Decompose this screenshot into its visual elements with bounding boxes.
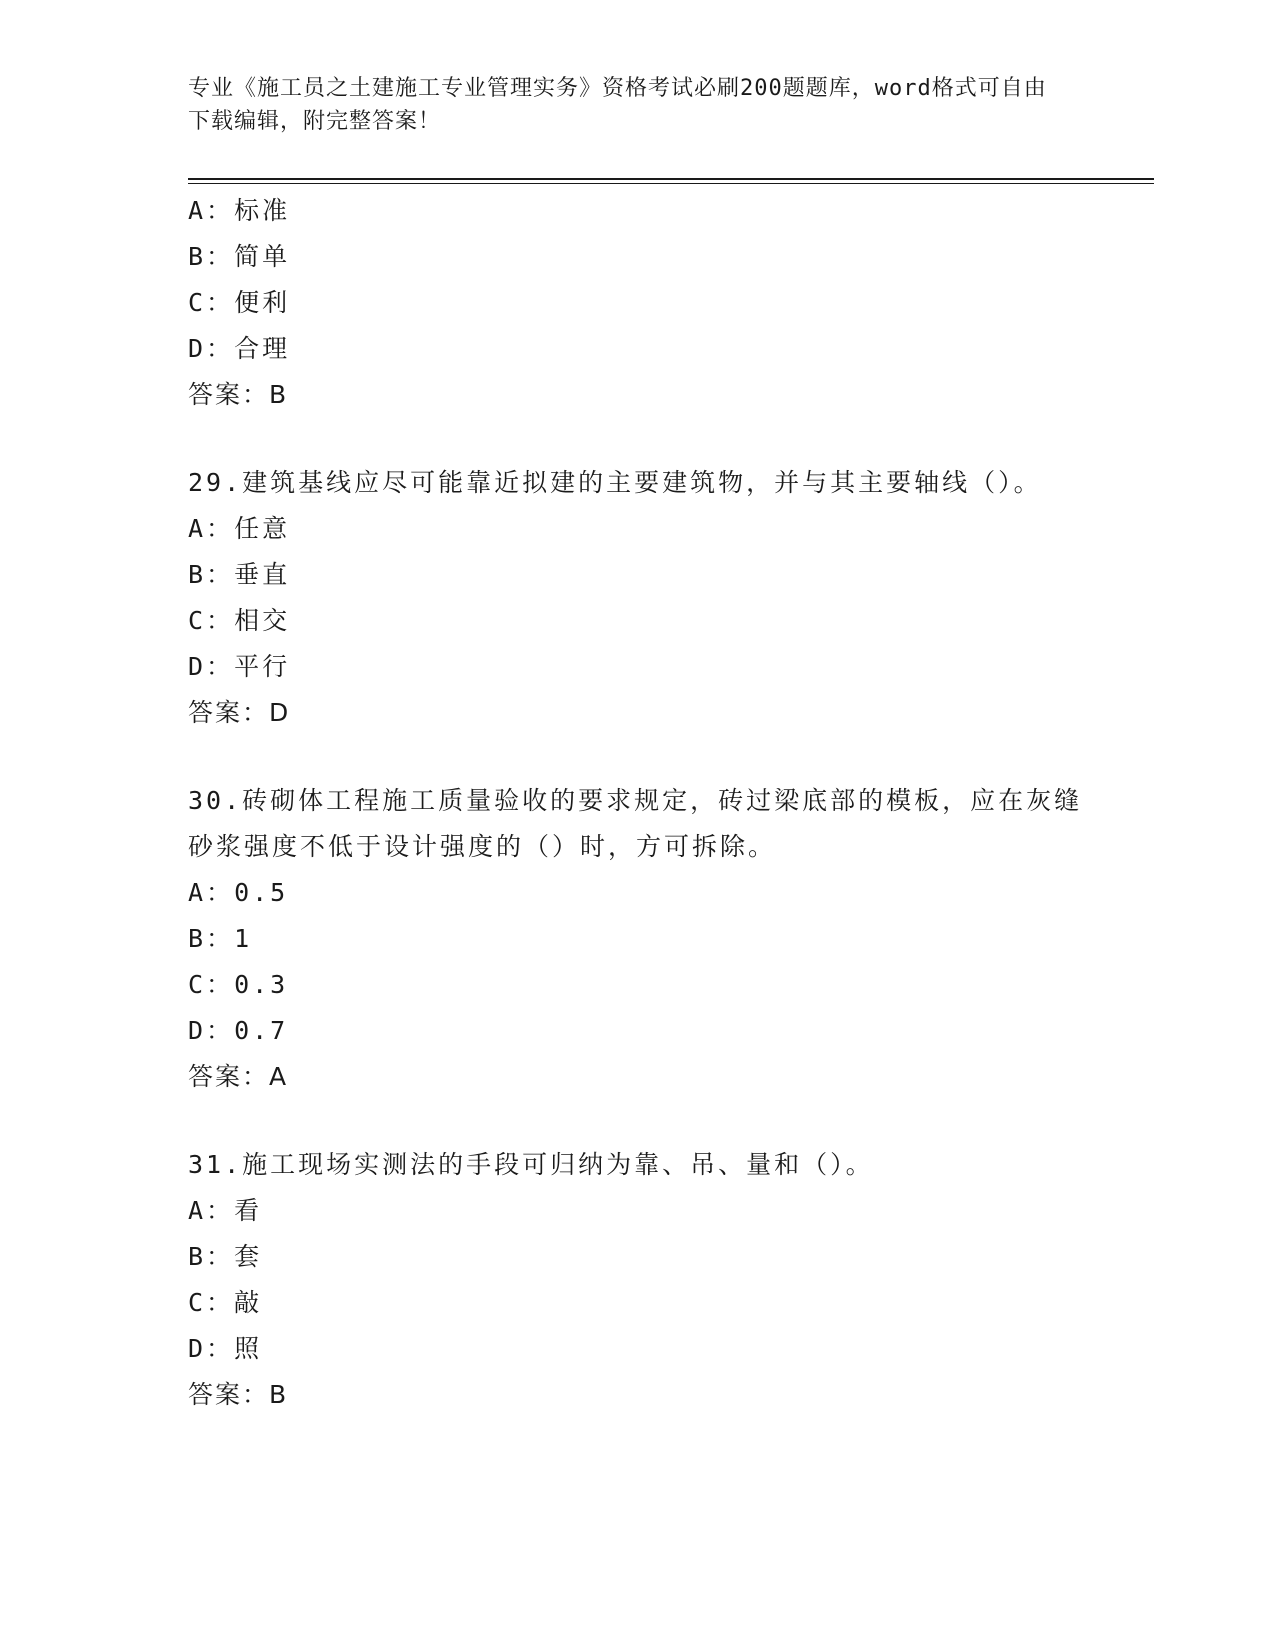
option-b: B：套 xyxy=(188,1242,263,1271)
option-a: A：任意 xyxy=(188,514,291,543)
question-stem: 29.建筑基线应尽可能靠近拟建的主要建筑物，并与其主要轴线（）。 xyxy=(188,468,1042,497)
answer-line: 答案：D xyxy=(188,698,291,727)
option-c: C：0.3 xyxy=(188,970,289,999)
question-29 xyxy=(188,460,1088,736)
question-30 xyxy=(188,778,1088,1100)
option-a: A：看 xyxy=(188,1196,263,1225)
question-list xyxy=(188,188,1088,1418)
option-a: A：0.5 xyxy=(188,878,289,907)
answer-line: 答案：B xyxy=(188,1380,289,1409)
option-b: B：简单 xyxy=(188,242,291,271)
answer-line: 答案：B xyxy=(188,380,289,409)
question-31 xyxy=(188,1142,1088,1418)
option-d: D：照 xyxy=(188,1334,263,1363)
option-d: D：平行 xyxy=(188,652,291,681)
option-c: C：敲 xyxy=(188,1288,263,1317)
option-d: D：0.7 xyxy=(188,1016,289,1045)
option-d: D：合理 xyxy=(188,334,291,363)
question-stem: 30.砖砌体工程施工质量验收的要求规定，砖过梁底部的模板，应在灰缝砂浆强度不低于设计强度的（）时，方可拆除。 xyxy=(188,786,1083,861)
option-c: C：便利 xyxy=(188,288,291,317)
document-header: 专业《施工员之土建施工专业管理实务》资格考试必刷200题题库，word格式可自由下载编辑，附完整答案！ xyxy=(188,76,1047,134)
question-stem: 31.施工现场实测法的手段可归纳为靠、吊、量和（）。 xyxy=(188,1150,874,1179)
question-28-fragment xyxy=(188,188,1088,418)
option-c: C：相交 xyxy=(188,606,291,635)
option-b: B：1 xyxy=(188,924,253,953)
answer-line: 答案：A xyxy=(188,1062,289,1091)
option-b: B：垂直 xyxy=(188,560,291,589)
option-a: A：标准 xyxy=(188,196,291,225)
header-divider xyxy=(188,178,1154,184)
